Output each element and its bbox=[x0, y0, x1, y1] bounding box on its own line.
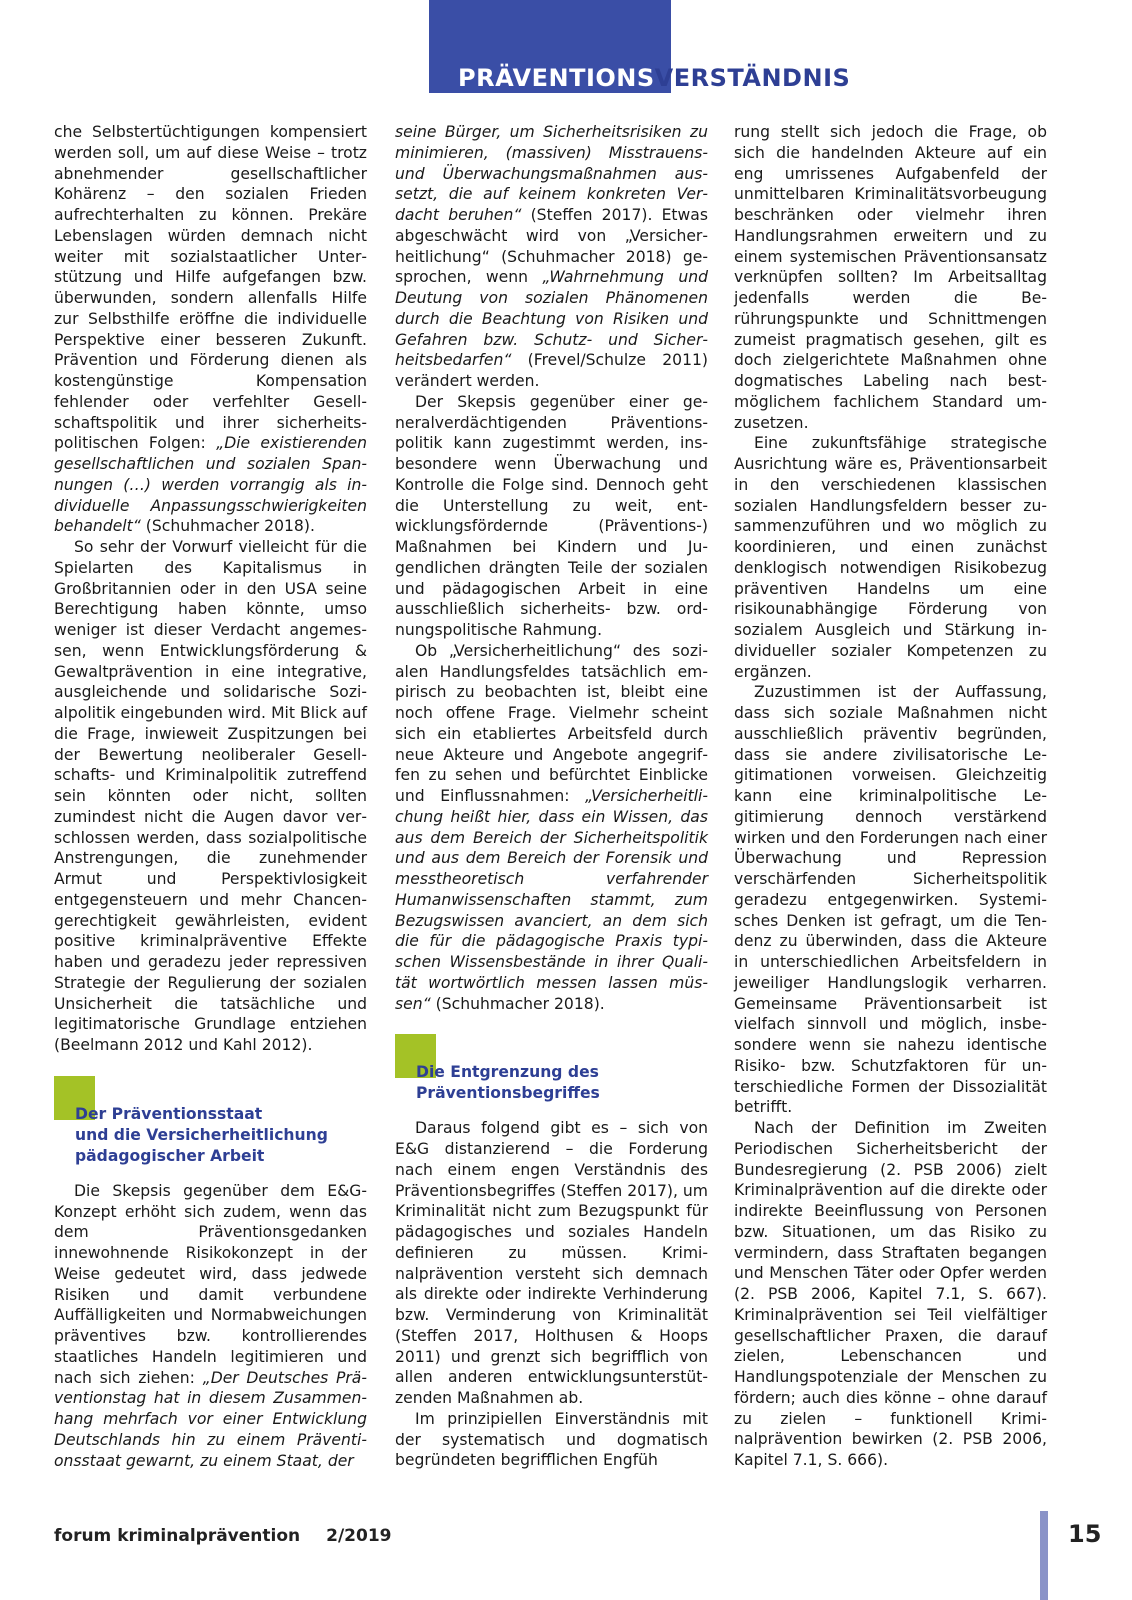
quote: „Die existierenden gesellschaftlichen und sozialen Spannungen (…) werden vorrangig als individuelle Anpassungsschwierigkeiten behandelt“ bbox=[54, 434, 367, 536]
paragraph: Nach der Definition im Zweiten Periodischen Sicherheitsbericht der Bundesregierung (2. PSB 2006) zielt Kriminalprävention auf die direkte oder indirekte Beeinflussung von Personen bzw. Situationen, um das Risiko zu vermindern, dass Straftaten begangen und Menschen Täter oder Opfer werden (2. PSB 2006, Kapitel 7.1, S. 667). Kriminalprävention sei Teil vielfältiger gesellschaftlicher Praxen, die darauf zielen, Lebenschancen und Handlungspotenziale der Menschen zu fördern; auch dies könne – ohne darauf zu zielen – funktionell Kriminalprävention bewirken (2. PSB 2006, Kapitel 7.1, S. 666). bbox=[734, 1119, 1047, 1469]
quote: „Der Deutsches Präventionstag hat in diesem Zusammenhang mehrfach vor einer Entwicklung Deutschlands hin zu einem Präventionsstaat gewarnt, zu einem Staat, der bbox=[54, 1368, 367, 1470]
heading-text bbox=[416, 1062, 708, 1104]
paragraph: rung stellt sich jedoch die Frage, ob sich die handelnden Akteure auf ein eng umrissenes Aufgabenfeld der unmittelbaren Kriminalitätsvorbeugung beschränken oder vielmehr ihren Handlungsrahmen erweitern und zu einem systemischen Präventionsansatz verknüpfen sollten? Im Arbeitsalltag jedenfalls werden die Berührungspunkte und Schnittmengen zumeist pragmatisch gesehen, gilt es doch zielgerichtete Maßnahmen ohne dogmatisches Labeling nach bestmöglichem fachlichem Standard umzusetzen. bbox=[734, 123, 1047, 432]
text-column-3 bbox=[734, 122, 1047, 1471]
journal-name: forum kriminalprävention bbox=[54, 1526, 301, 1546]
paragraph bbox=[395, 122, 708, 392]
paragraph-text: Ob „Versicherheitlichung“ des sozialen Handlungsfeldes tatsächlich empirisch zu beobachten ist, bleibt eine noch offene Frage. Vielmehr scheint sich ein etabliertes Arbeitsfeld durch neue Akteure und Angebote angegriffen zu sehen und befürchtet Einblicke und Einflussnahmen: bbox=[395, 641, 708, 805]
section-title-part1: PRÄVENTIONS bbox=[458, 64, 655, 92]
quote: „Wahrnehmung und Deutung von sozialen Phänomenen durch die Beachtung von Risiken und Gefahren bzw. Schutz- und Sicherheitsbedarfen“ bbox=[395, 268, 708, 370]
paragraph: Daraus folgend gibt es – sich von E&G distanzierend – die Forderung nach einem engen Verständnis des Präventionsbegriffes (Steffen 2017), um Kriminalität nicht zum Bezugspunkt für pädagogisches und soziales Handeln definieren zu müssen. Kriminalprävention versteht sich demnach als direkte oder indirekte Verhinderung bzw. Verminderung von Kriminalität (Steffen 2017, Holthusen & Hoops 2011) und grenzt sich begrifflich von allen anderen entwicklungsunterstützenden Maßnahmen ab. bbox=[395, 1119, 708, 1407]
paragraph bbox=[54, 122, 367, 537]
section-heading bbox=[54, 1076, 367, 1167]
section-heading bbox=[395, 1034, 708, 1104]
paragraph-text: (Steffen 2017). Etwas abgeschwächt wird von „Versicherheitlichung“ (Schuhmacher 2018) gesprochen, wenn bbox=[395, 206, 708, 287]
paragraph: Eine zukunftsfähige strategische Ausrichtung wäre es, Präventionsarbeit in den verschiedenen klassischen sozialen Handlungsfeldern besser zusammenzuführen und wo möglich zu koordinieren, und einen zunächst denklogisch notwendigen Risikobezug präventiven Handelns um eine risikounabhängige Förderung von sozialem Ausgleich und Stärkung individueller sozialer Kompetenzen zu ergänzen. bbox=[734, 434, 1047, 681]
paragraph: Im prinzipiellen Einverständnis mit der systematisch und dogmatisch begründeten begrifflichen Engfüh bbox=[395, 1409, 708, 1470]
quote: „Versicherheitlichung heißt hier, dass ein Wissen, das aus dem Bereich der Sicherheitspolitik und aus dem Bereich der Forensik und messtheoretisch verfahrender Humanwissenschaften stammt, zum Bezugswissen avanciert, an dem sich die für die pädagogische Praxis typischen Wissensbestände in ihrer Qualität wortwörtlich messen lassen müssen“ bbox=[395, 787, 708, 1013]
paragraph: Der Skepsis gegenüber einer generalverdächtigenden Präventionspolitik kann zugestimmt werden, insbesondere wenn Überwachung und Kontrolle die Folge sind. Dennoch geht die Unterstellung zu weit, entwicklungsfördernde (Präventions-) Maßnahmen bei Kindern und Jugendlichen drängten Teile der sozialen und pädagogischen Arbeit in eine ausschließlich sicherheits- bzw. ordnungspolitische Rahmung. bbox=[395, 392, 708, 639]
paragraph: So sehr der Vorwurf vielleicht für die Spielarten des Kapitalismus in Großbritannien oder in den USA seine Berechtigung haben könnte, umso weniger ist dieser Verdacht angemessen, wenn Entwicklungsförderung & Gewaltprävention in eine integrative, ausgleichende und solidarische Sozialpolitik eingebunden wird. Mit Blick auf die Frage, inwieweit Zuspitzungen bei der Bewertung neoliberaler Gesellschafts- und Kriminalpolitik zutreffend sein könnten oder nicht, sollten zumindest nicht die Augen davor verschlossen werden, dass sozialpolitische Anstrengungen, die zunehmender Armut und Perspektivlosigkeit entgegensteuern und mehr Chancengerechtigkeit gewährleisten, evident positive kriminalpräventive Effekte haben und geradezu jeder repressiven Strategie der Regulierung der sozialen Unsicherheit die tatsächliche und legitimatorische Grundlage entziehen (Beelmann 2012 und Kahl 2012). bbox=[54, 538, 367, 1054]
section-title bbox=[458, 64, 850, 92]
paragraph bbox=[395, 641, 708, 1015]
text-column-2 bbox=[395, 122, 708, 1471]
paragraph-text: Die Skepsis gegenüber dem E&G-Konzept erhöht sich zudem, wenn das dem Präventionsgedanken innewohnende Risikokonzept in der Weise gedeutet wird, dass jedwede Risiken und damit verbundene Auffälligkeiten und Normabweichungen präventives bzw. kontrollierendes staatliches Handeln legitimieren und nach sich ziehen: bbox=[54, 1181, 367, 1387]
heading-line: Der Präventionsstaat bbox=[75, 1104, 263, 1123]
heading-line: und die Versicherheitlichung bbox=[75, 1125, 328, 1144]
text-column-1 bbox=[54, 122, 367, 1471]
citation: (Schuhmacher 2018). bbox=[140, 517, 315, 536]
heading-text bbox=[75, 1104, 367, 1167]
heading-line: Präventionsbegriffes bbox=[416, 1084, 600, 1103]
paragraph: Zuzustimmen ist der Auffassung, dass sich soziale Maßnahmen nicht ausschließlich präventiv begründen, dass sie andere zivilisatorische Legitimationen vorweisen. Gleichzeitig kann eine kriminalpolitische Legitimierung dennoch verstärkend wirken und den Forderungen nach einer Überwachung und Repression verschärfenden Sicherheitspolitik geradezu entgegenwirken. Systemisches Denken ist gefragt, um die Tendenz zu überwinden, dass die Akteure in unterschiedlichen Arbeitsfeldern in jeweiliger Handlungslogik verharren. Gemeinsame Präventionsarbeit ist vielfach sinnvoll und möglich, insbesondere wenn sie nahezu identische Risiko- bzw. Schutzfaktoren für unterschiedliche Formen der Dissozialität betrifft. bbox=[734, 683, 1047, 1117]
paragraph-text: (Frevel/Schulze 2011) verändert werden. bbox=[395, 351, 708, 390]
footer-accent-bar bbox=[1040, 1511, 1048, 1600]
quote: seine Bürger, um Sicherheitsrisiken zu minimieren, (massiven) Misstrauens- und Überwachungsmaßnahmen aussetzt, die auf keinem konkreten Verdacht beruhen“ bbox=[395, 123, 708, 224]
heading-line: Die Entgrenzung des bbox=[416, 1063, 599, 1082]
citation: (Schuhmacher 2018). bbox=[430, 994, 605, 1013]
footer-journal bbox=[54, 1526, 392, 1546]
paragraph bbox=[54, 1181, 367, 1472]
issue-number: 2/2019 bbox=[326, 1526, 392, 1546]
page-number: 15 bbox=[1068, 1520, 1102, 1548]
heading-line: pädagogischer Arbeit bbox=[75, 1146, 265, 1165]
section-title-part2: VERSTÄNDNIS bbox=[654, 64, 851, 92]
paragraph-text: che Selbstertüchtigungen kompensiert werden soll, um auf diese Weise – trotz abnehmender gesellschaftlicher Kohärenz – den sozialen Frieden aufrechterhalten zu können. Prekäre Lebenslagen würden demnach nicht weiter mit sozialstaatlicher Unterstützung und Hilfe aufgefangen bzw. überwunden, sondern allenfalls Hilfe zur Selbsthilfe eröffne die individuelle Perspektive einer besseren Zukunft. Prävention und Förderung dienen als kostengünstige Kompensation fehlender oder verfehlter Gesellschaftspolitik und ihrer sicherheitspolitischen Folgen: bbox=[54, 123, 367, 453]
